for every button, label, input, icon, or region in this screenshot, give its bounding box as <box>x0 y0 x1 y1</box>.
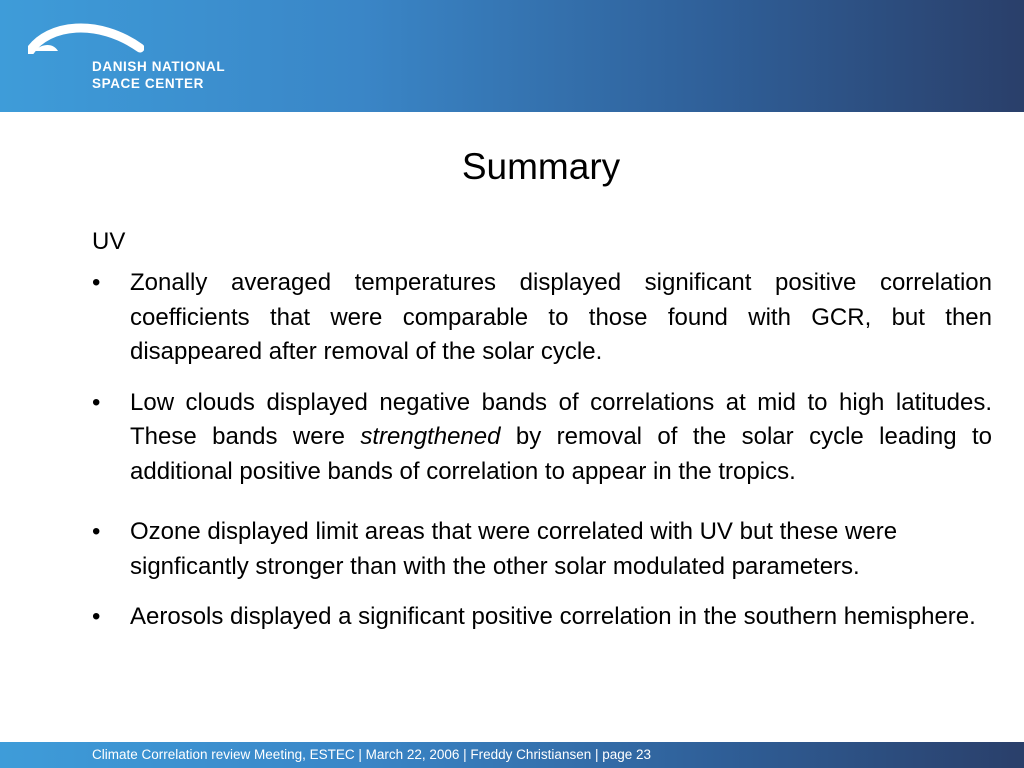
slide-title: Summary <box>461 146 621 187</box>
section-label: UV <box>92 228 126 255</box>
bullet-item <box>92 386 992 490</box>
slide-body <box>92 226 992 635</box>
bullet-text: Ozone displayed limit areas that were correlated with UV but these were signficantly stronger than with the other solar modulated parameters. <box>130 518 898 580</box>
bullet-item <box>92 266 992 370</box>
bullet-item <box>92 515 992 584</box>
bullet-text: Low clouds displayed negative bands of correlations at mid to high latitudes. These bands were <box>130 388 992 450</box>
logo-arc-icon <box>28 20 144 54</box>
bullet-text-continued: by removal of the solar cycle leading to additional positive bands of correlation to appear in the tropics. <box>130 423 992 485</box>
footer-text: Climate Correlation review Meeting, ESTEC | March 22, 2006 | Freddy Christiansen | page 23 <box>92 747 652 762</box>
bullet-marker: • <box>92 388 101 416</box>
header-banner <box>0 0 1024 112</box>
bullet-item <box>92 600 992 635</box>
logo-line-2: SPACE CENTER <box>92 76 204 91</box>
logo-line-1: DANISH NATIONAL <box>92 59 226 74</box>
logo-wordmark <box>92 58 225 92</box>
bullet-marker: • <box>92 603 101 630</box>
bullet-marker: • <box>92 269 101 296</box>
bullet-text: Zonally averaged temperatures displayed significant positive correlation coefficients that were comparable to those found with GCR, but then disappeared after removal of the solar cycle. <box>130 269 992 365</box>
bullet-marker: • <box>92 518 101 545</box>
bullet-text: Aerosols displayed a significant positive correlation in the southern hemisphere. <box>130 603 976 630</box>
bullet-emphasis: strengthened <box>360 423 501 450</box>
footer-bar <box>0 742 1024 768</box>
